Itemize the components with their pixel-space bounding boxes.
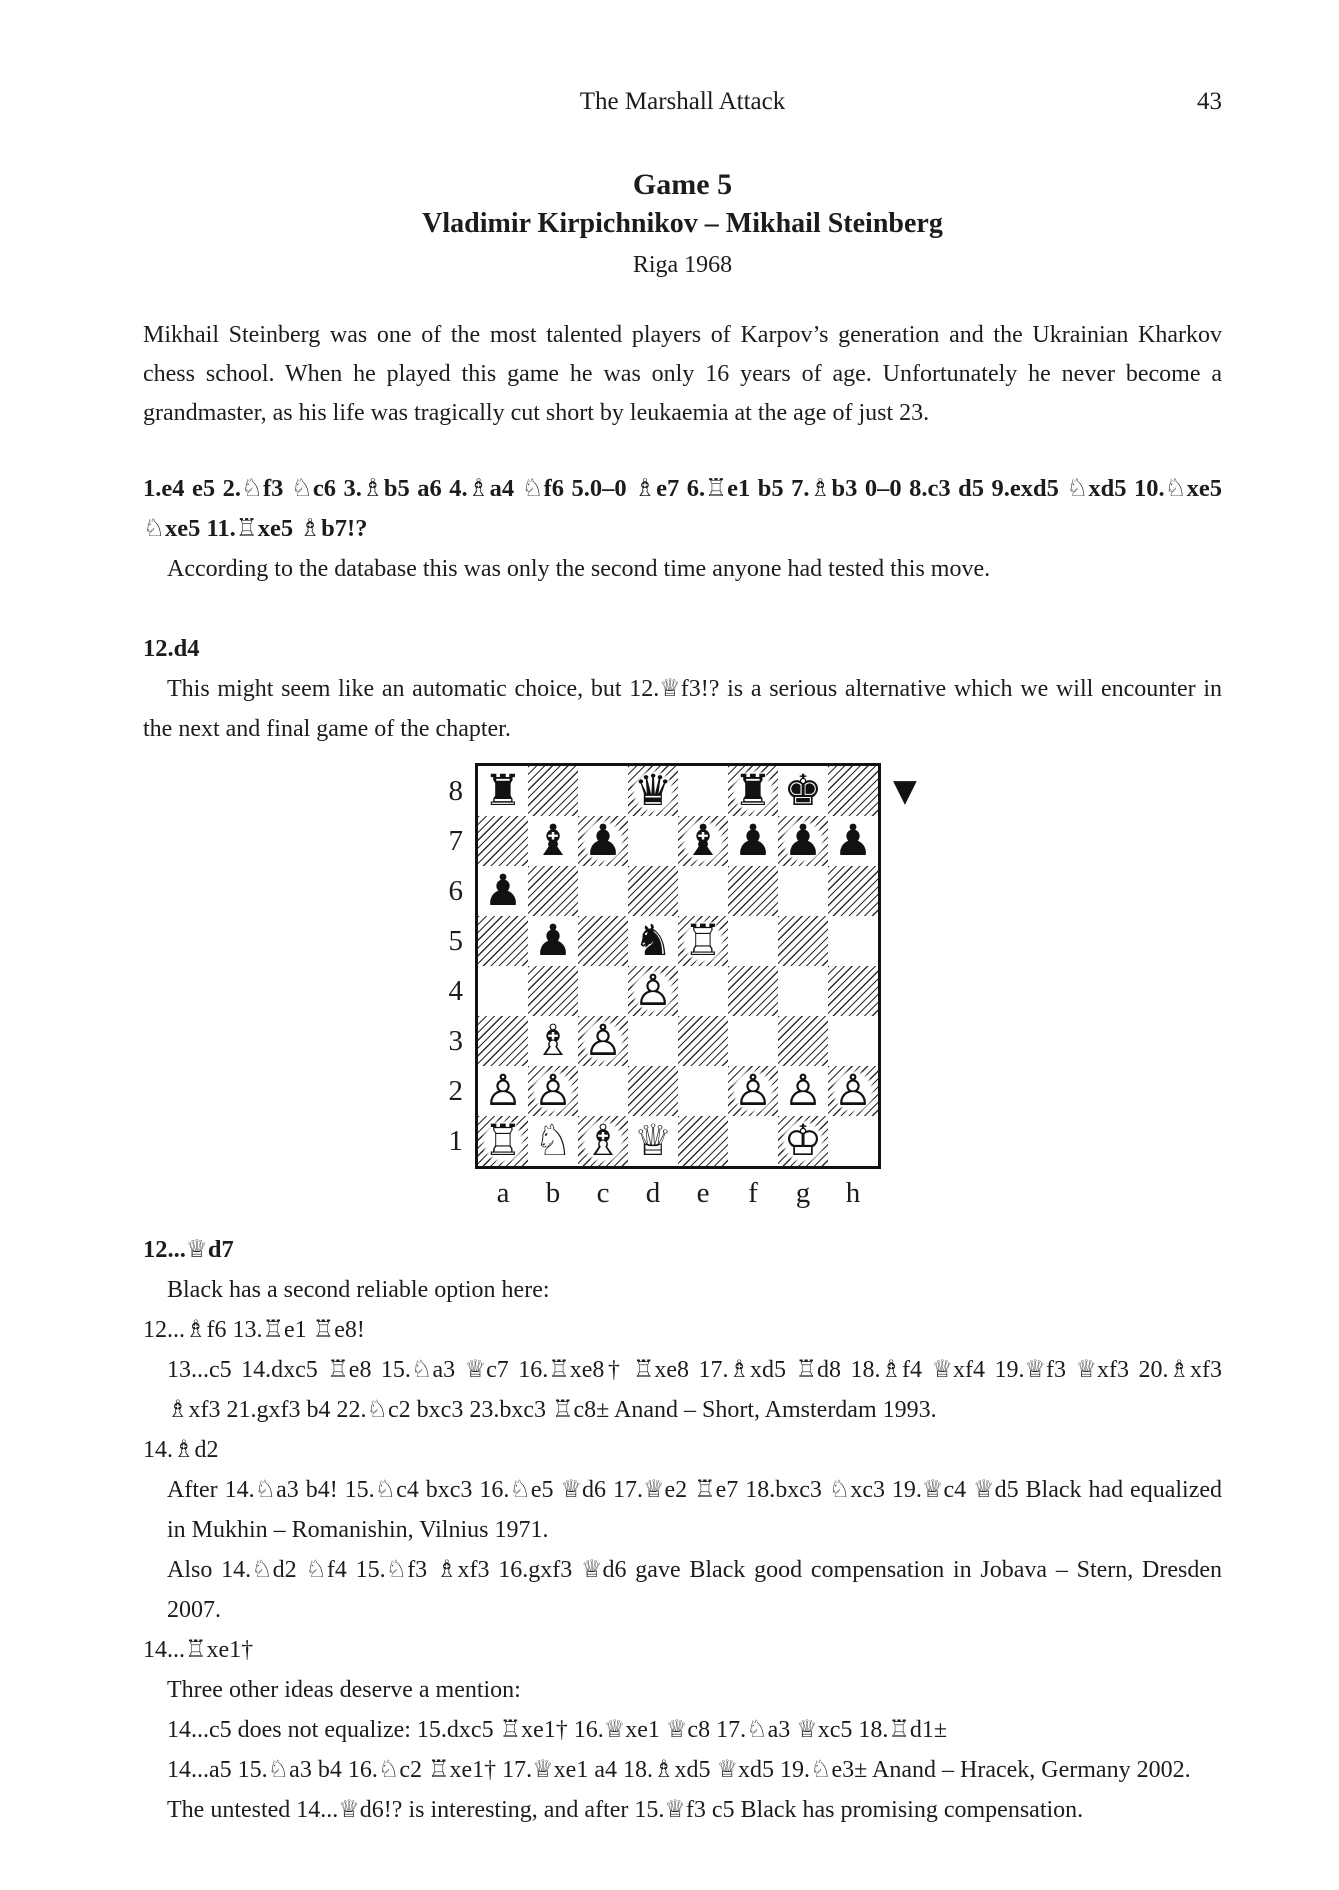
file-label: h <box>845 1177 861 1209</box>
board-square <box>728 1016 778 1066</box>
file-label: a <box>496 1177 510 1209</box>
board-square <box>628 766 678 816</box>
board-square <box>628 916 678 966</box>
board-square <box>828 766 878 816</box>
rank-label: 8 <box>448 775 463 807</box>
black-to-move-indicator: ▼ <box>893 773 917 809</box>
board-square <box>778 966 828 1016</box>
chess-piece: ♝ <box>531 819 576 864</box>
board-square <box>478 1016 528 1066</box>
chess-piece: ♝ <box>681 819 726 864</box>
board-square <box>778 1116 828 1166</box>
chess-piece: ♞ <box>631 919 676 964</box>
board-square <box>578 1116 628 1166</box>
board-square <box>628 1116 678 1166</box>
variation-line: After 14.♘a3 b4! 15.♘c4 bxc3 16.♘e5 ♕d6 17.♕e2 ♖e7 18.bxc3 ♘xc3 19.♕c4 ♕d5 Black had equalized in Mukhin – Romanishin, Vilnius 1971. <box>167 1477 1222 1543</box>
board-square <box>678 916 728 966</box>
file-label: b <box>545 1177 561 1209</box>
board-square <box>678 1116 728 1166</box>
chess-piece: ♔ <box>781 1119 826 1164</box>
move-heading-12qd7: 12...♕d7 <box>143 1236 234 1263</box>
board-square <box>828 866 878 916</box>
chess-piece: ♟ <box>781 819 826 864</box>
chess-piece: ♙ <box>631 969 676 1014</box>
rank-label: 3 <box>448 1025 463 1057</box>
chess-piece: ♜ <box>731 769 776 814</box>
variation-line: 14...a5 15.♘a3 b4 16.♘c2 ♖xe1† 17.♕xe1 a4 18.♗xd5 ♕xd5 19.♘e3± Anand – Hracek, Germany 2002. <box>167 1757 1191 1783</box>
chess-piece: ♟ <box>831 819 876 864</box>
board-square <box>478 816 528 866</box>
rank-label: 2 <box>448 1075 463 1107</box>
variation-line: 13...c5 14.dxc5 ♖e8 15.♘a3 ♕c7 16.♖xe8† ♖xe8 17.♗xd5 ♖d8 18.♗f4 ♕xf4 19.♕f3 ♕xf3 20.♗xf3 ♗xf3 21.gxf3 b4 22.♘c2 bxc3 23.bxc3 ♖c8± Anand – Short, Amsterdam 1993. <box>167 1357 1222 1423</box>
move-heading-12d4: 12.d4 <box>143 635 200 662</box>
chess-piece: ♙ <box>731 1069 776 1114</box>
board-square <box>478 1116 528 1166</box>
rank-label: 4 <box>448 975 463 1007</box>
players-heading: Vladimir Kirpichnikov – Mikhail Steinberg <box>422 208 943 239</box>
chess-piece: ♗ <box>581 1119 626 1164</box>
file-label: g <box>795 1177 811 1209</box>
board-square <box>478 766 528 816</box>
board-square <box>778 1016 828 1066</box>
board-square <box>678 766 728 816</box>
board-square <box>528 816 578 866</box>
board-square <box>528 966 578 1016</box>
variation-line: Three other ideas deserve a mention: <box>167 1677 521 1703</box>
board-square <box>728 1116 778 1166</box>
board-square <box>678 1066 728 1116</box>
board-square <box>828 816 878 866</box>
board-square <box>528 866 578 916</box>
chess-piece: ♘ <box>531 1119 576 1164</box>
chess-piece: ♙ <box>531 1069 576 1114</box>
file-label: e <box>696 1177 710 1209</box>
variation-line: Black has a second reliable option here: <box>167 1277 550 1303</box>
board-square <box>778 1066 828 1116</box>
chess-piece: ♙ <box>481 1069 526 1114</box>
board-square <box>678 816 728 866</box>
board-square <box>678 866 728 916</box>
database-note: According to the database this was only the second time anyone had tested this move. <box>167 556 991 582</box>
board-square <box>528 766 578 816</box>
board-square <box>478 866 528 916</box>
board-square <box>578 866 628 916</box>
running-header <box>143 88 1222 120</box>
variation-line: The untested 14...♕d6!? is interesting, and after 15.♕f3 c5 Black has promising compensation. <box>167 1797 1084 1823</box>
chess-piece: ♛ <box>631 769 676 814</box>
board-square <box>628 866 678 916</box>
rank-labels <box>437 763 463 1166</box>
chess-piece: ♗ <box>531 1019 576 1064</box>
board-square <box>728 1066 778 1116</box>
file-label: d <box>645 1177 661 1209</box>
file-label: f <box>748 1177 758 1209</box>
board-square <box>778 766 828 816</box>
board-square <box>828 1066 878 1116</box>
file-labels <box>475 1177 881 1210</box>
board-square <box>828 966 878 1016</box>
variation-line: 14...♖xe1† <box>143 1637 254 1663</box>
paragraph-12d4: This might seem like an automatic choice, but 12.♕f3!? is a serious alternative which we will encounter in the next and final game of the chapter. <box>143 676 1222 742</box>
board-square <box>778 916 828 966</box>
board-square <box>728 916 778 966</box>
rank-label: 6 <box>448 875 463 907</box>
board-square <box>628 816 678 866</box>
chapter-title: The Marshall Attack <box>579 88 786 115</box>
board-square <box>778 866 828 916</box>
chess-piece: ♚ <box>781 769 826 814</box>
chess-piece: ♙ <box>581 1019 626 1064</box>
board-square <box>628 966 678 1016</box>
chess-piece: ♜ <box>481 769 526 814</box>
board-square <box>528 1016 578 1066</box>
chess-piece: ♖ <box>681 919 726 964</box>
chess-piece: ♖ <box>481 1119 526 1164</box>
venue-line: Riga 1968 <box>632 252 733 278</box>
board-square <box>478 966 528 1016</box>
chess-piece: ♙ <box>831 1069 876 1114</box>
board-square <box>628 1066 678 1116</box>
rank-label: 7 <box>448 825 463 857</box>
board-square <box>628 1016 678 1066</box>
variation-line: 12...♗f6 13.♖e1 ♖e8! <box>143 1317 365 1343</box>
board-square <box>778 816 828 866</box>
variation-line: Also 14.♘d2 ♘f4 15.♘f3 ♗xf3 16.gxf3 ♕d6 gave Black good compensation in Jobava – Stern, Dresden 2007. <box>167 1557 1222 1623</box>
board-outer <box>475 763 881 1210</box>
main-moves-line: 1.e4 e5 2.♘f3 ♘c6 3.♗b5 a6 4.♗a4 ♘f6 5.0–0 ♗e7 6.♖e1 b5 7.♗b3 0–0 8.c3 d5 9.exd5 ♘xd5 10.♘xe5 ♘xe5 11.♖xe5 ♗b7!? <box>143 475 1222 542</box>
chess-piece: ♟ <box>531 919 576 964</box>
chess-piece: ♙ <box>781 1069 826 1114</box>
variation-line: 14.♗d2 <box>143 1437 219 1463</box>
board-square <box>728 966 778 1016</box>
board-square <box>578 966 628 1016</box>
board-square <box>528 916 578 966</box>
variation-line: 14...c5 does not equalize: 15.dxc5 ♖xe1† 16.♕xe1 ♕c8 17.♘a3 ♕xc5 18.♖d1± <box>167 1717 948 1743</box>
board-square <box>578 766 628 816</box>
intro-paragraph: Mikhail Steinberg was one of the most talented players of Karpov’s generation and the Ukrainian Kharkov chess school. When he played this game he was only 16 years of age. Unfortunately he never become a grandmaster, as his life was tragically cut short by leukaemia at the age of just 23. <box>143 322 1222 426</box>
board-square <box>678 1016 728 1066</box>
chess-board <box>475 763 881 1169</box>
page-number: 43 <box>1197 88 1222 115</box>
chess-piece: ♟ <box>731 819 776 864</box>
board-square <box>478 1066 528 1116</box>
board-square <box>728 766 778 816</box>
chess-diagram <box>437 763 1222 1210</box>
board-square <box>578 1066 628 1116</box>
chess-piece: ♟ <box>581 819 626 864</box>
board-square <box>828 1116 878 1166</box>
board-square <box>728 816 778 866</box>
chess-piece: ♟ <box>481 869 526 914</box>
file-label: c <box>596 1177 610 1209</box>
board-square <box>528 1066 578 1116</box>
game-number-heading: Game 5 <box>632 168 733 201</box>
board-square <box>828 1016 878 1066</box>
board-square <box>828 916 878 966</box>
board-square <box>578 816 628 866</box>
rank-label: 1 <box>448 1125 463 1157</box>
board-square <box>528 1116 578 1166</box>
board-square <box>578 916 628 966</box>
board-square <box>478 916 528 966</box>
rank-label: 5 <box>448 925 463 957</box>
game-title-block <box>143 168 1222 280</box>
board-square <box>578 1016 628 1066</box>
board-square <box>728 866 778 916</box>
chess-piece: ♕ <box>631 1119 676 1164</box>
board-square <box>678 966 728 1016</box>
